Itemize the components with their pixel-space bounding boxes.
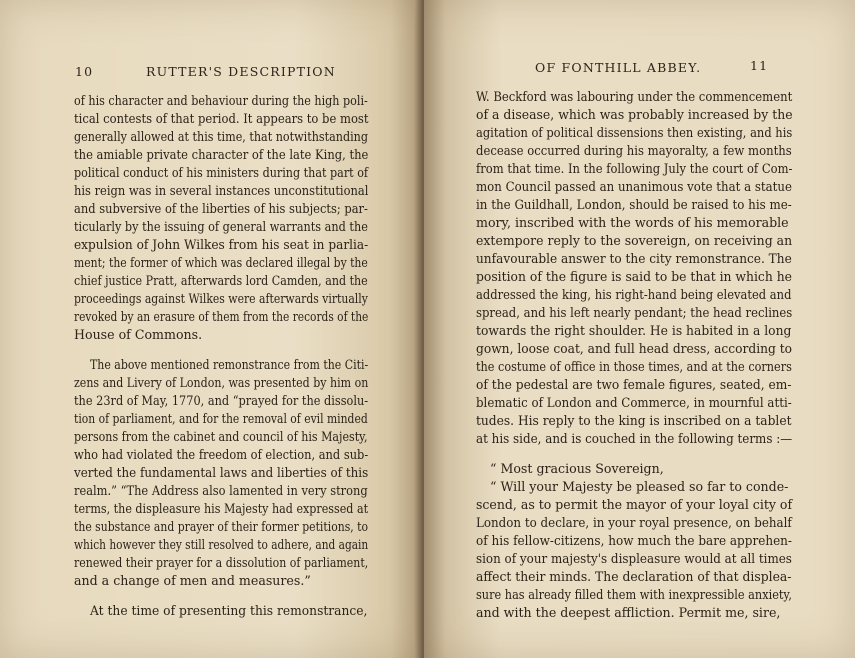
text-line: of his fellow-citizens, how much the bare apprehen- bbox=[476, 533, 793, 548]
right-page-number: 11 bbox=[750, 58, 769, 73]
text-line: blematic of London and Commerce, in mournful atti- bbox=[476, 395, 792, 410]
text-line: gown, loose coat, and full head dress, according to bbox=[476, 341, 793, 356]
text-line: zens and Livery of London, was presented by him on bbox=[74, 375, 369, 390]
text-line: and a change of men and measures.” bbox=[74, 573, 311, 588]
text-line: scend, as to permit the mayor of your loyal city of bbox=[476, 497, 793, 512]
right-page bbox=[424, 0, 855, 658]
text-line: agitation of political dissensions then existing, and his bbox=[476, 125, 793, 140]
text-line: London to declare, in your royal presence, on behalf bbox=[476, 515, 792, 530]
text-line: addressed the king, his right-hand being elevated and bbox=[476, 287, 792, 302]
text-line: which however they still resolved to adhere, and again bbox=[74, 537, 369, 552]
text-line: ticularly by the issuing of general warrants and the bbox=[74, 219, 368, 234]
left-running-head: RUTTER'S DESCRIPTION bbox=[146, 64, 336, 79]
text-line: from that time. In the following July the court of Com- bbox=[476, 161, 793, 176]
text-line: spread, and his left nearly pendant; the head reclines bbox=[476, 305, 793, 320]
text-line: House of Commons. bbox=[74, 327, 203, 342]
text-line: W. Beckford was labouring under the commencement bbox=[476, 89, 793, 104]
text-line: sure has already filled them with inexpressible anxiety, bbox=[476, 587, 792, 602]
text-line: realm.” “The Address also lamented in very strong bbox=[74, 483, 368, 498]
text-line: proceedings against Wilkes were afterwards virtually bbox=[74, 291, 368, 306]
text-line: at his side, and is couched in the following terms :— bbox=[476, 431, 793, 446]
text-line: persons from the cabinet and council of his Majesty, bbox=[74, 429, 368, 444]
text-line: and subversive of the liberties of his subjects; par- bbox=[74, 201, 368, 216]
text-line: renewed their prayer for a dissolution of parliament, bbox=[74, 555, 369, 570]
text-line: affect their minds. The declaration of that displea- bbox=[476, 569, 792, 584]
text-line: the amiable private character of the late King, the bbox=[74, 147, 369, 162]
text-line: of his character and behaviour during the high poli- bbox=[74, 93, 368, 108]
text-line: terms, the displeasure his Majesty had expressed at bbox=[74, 501, 369, 516]
text-line: sion of your majesty's displeasure would at all times bbox=[476, 551, 792, 566]
text-line: unfavourable answer to the city remonstrance. The bbox=[476, 251, 792, 266]
right-running-head: OF FONTHILL ABBEY. bbox=[535, 60, 702, 75]
text-line: tical contests of that period. It appears to be most bbox=[74, 111, 369, 126]
text-line: the costume of office in those times, and at the corners bbox=[476, 359, 792, 374]
text-line: of a disease, which was probably increased by the bbox=[476, 107, 793, 122]
text-line: verted the fundamental laws and liberties of this bbox=[74, 465, 369, 480]
text-line: The above mentioned remonstrance from the Citi- bbox=[90, 357, 369, 372]
text-line: mory, inscribed with the words of his memorable bbox=[476, 215, 789, 230]
text-line: of the pedestal are two female figures, seated, em- bbox=[476, 377, 792, 392]
text-line: tion of parliament, and for the removal of evil minded bbox=[74, 411, 368, 426]
text-line: the 23rd of May, 1770, and “prayed for the dissolu- bbox=[74, 393, 369, 408]
text-line: “ Will your Majesty be pleased so far to conde- bbox=[490, 479, 789, 494]
text-line: extempore reply to the sovereign, on receiving an bbox=[476, 233, 793, 248]
text-line: mon Council passed an unanimous vote that a statue bbox=[476, 179, 792, 194]
text-line: generally allowed at this time, that notwithstanding bbox=[74, 129, 369, 144]
text-line: expulsion of John Wilkes from his seat in parlia- bbox=[74, 237, 369, 252]
left-page bbox=[0, 0, 420, 658]
text-line: towards the right shoulder. He is habited in a long bbox=[476, 323, 792, 338]
text-line: decease occurred during his mayoralty, a few months bbox=[476, 143, 792, 158]
text-line: and with the deepest affliction. Permit me, sire, bbox=[476, 605, 781, 620]
text-line: political conduct of his ministers during that part of bbox=[74, 165, 369, 180]
text-line: his reign was in several instances unconstitutional bbox=[74, 183, 369, 198]
left-page-number: 10 bbox=[75, 64, 94, 79]
text-line: revoked by an erasure of them from the records of the bbox=[74, 309, 369, 324]
text-line: tudes. His reply to the king is inscribed on a tablet bbox=[476, 413, 792, 428]
text-line: “ Most gracious Sovereign, bbox=[490, 461, 664, 476]
text-line: who had violated the freedom of election, and sub- bbox=[74, 447, 369, 462]
text-line: in the Guildhall, London, should be raised to his me- bbox=[476, 197, 792, 212]
text-line: the substance and prayer of their former petitions, to bbox=[74, 519, 369, 534]
text-line: ment; the former of which was declared illegal by the bbox=[74, 255, 368, 270]
text-line: At the time of presenting this remonstrance, bbox=[90, 603, 368, 618]
text-line: position of the figure is said to be that in which he bbox=[476, 269, 792, 284]
text-line: chief justice Pratt, afterwards lord Camden, and the bbox=[74, 273, 368, 288]
